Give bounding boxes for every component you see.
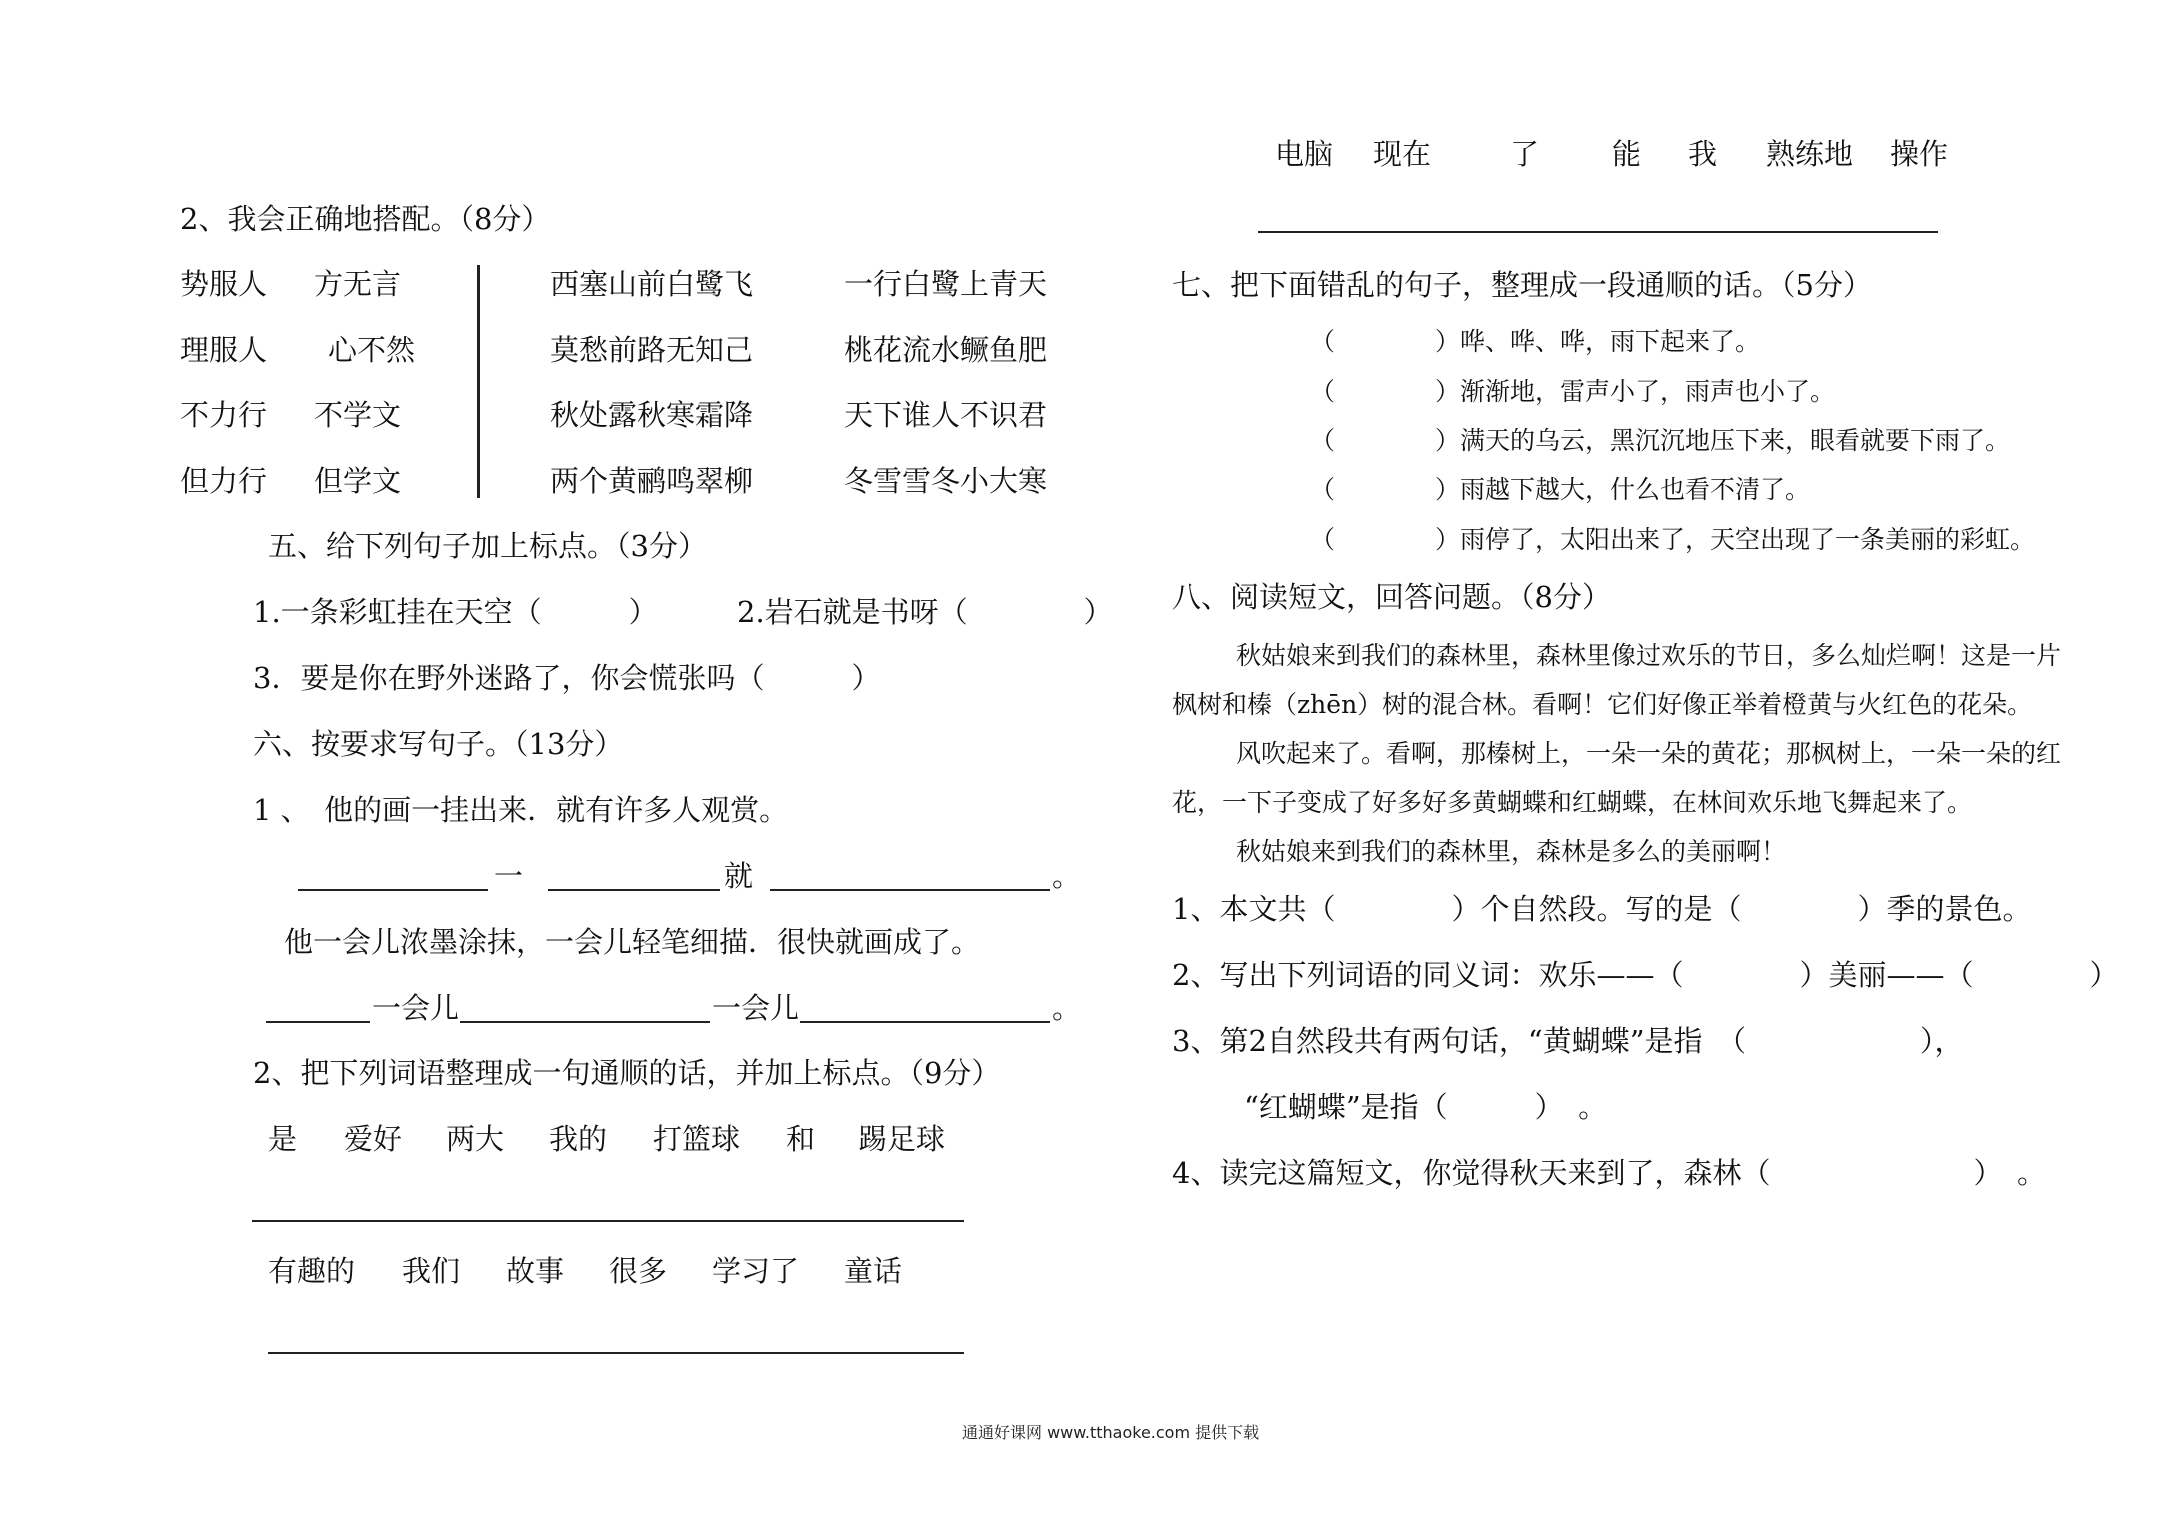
passage-line: 花，一下子变成了好多好多黄蝴蝶和红蝴蝶，在林间欢乐地飞舞起来了。 <box>1172 788 1973 817</box>
passage-line: 风吹起来了。看啊，那榛树上，一朵一朵的黄花；那枫树上，一朵一朵的红 <box>1236 739 2062 768</box>
word-chip: 我 <box>1688 137 1718 171</box>
answer-line <box>268 1352 964 1354</box>
question-item: 他一会儿浓墨涂抹，一会儿轻笔细描．很快就画成了。 <box>284 925 981 959</box>
answer-line <box>1258 231 1938 233</box>
connector-word: 就 <box>724 859 754 893</box>
section-title: 2、把下列词语整理成一句通顺的话，并加上标点。（9分） <box>253 1056 1001 1090</box>
word-chip: 操作 <box>1890 137 1949 171</box>
answer-line <box>460 1021 710 1023</box>
passage-line: 枫树和榛（zhēn）树的混合林。看啊！它们好像正举着橙黄与火红色的花朵。 <box>1172 690 2033 719</box>
match-item: 一行白鹭上青天 <box>844 267 1048 301</box>
question-item: 2.岩石就是书呀（ ） <box>737 595 1113 629</box>
answer-line <box>800 1021 1050 1023</box>
word-chip: 是 <box>268 1122 298 1156</box>
passage-line: 秋姑娘来到我们的森林里，森林里像过欢乐的节日，多么灿烂啊！这是一片 <box>1236 641 2062 670</box>
match-item: 心不然 <box>328 333 416 367</box>
question-item: 2、写出下列词语的同义词：欢乐——（ ）美丽——（ ） <box>1172 958 2119 992</box>
word-chip: 打篮球 <box>653 1122 741 1156</box>
answer-line <box>298 889 488 891</box>
word-chip: 我们 <box>402 1254 461 1288</box>
answer-line <box>266 1021 370 1023</box>
question-item: （ ）哗、哗、哗，雨下起来了。 <box>1310 327 1761 356</box>
connector-word: 一 <box>494 859 524 893</box>
match-item: 势服人 <box>180 267 268 301</box>
match-item: 天下谁人不识君 <box>844 398 1048 432</box>
section-title: 五、给下列句子加上标点。（3分） <box>268 529 707 563</box>
question-item: 1、本文共（ ）个自然段。写的是（ ）季的景色。 <box>1172 892 2032 926</box>
match-item: 西塞山前白鹭飞 <box>550 267 754 301</box>
question-item: 3、第2自然段共有两句话，“黄蝴蝶”是指 （ ）， <box>1172 1024 1964 1058</box>
match-item: 但力行 <box>180 464 268 498</box>
match-item: 但学文 <box>314 464 402 498</box>
punctuation: 。 <box>1052 991 1082 1025</box>
match-item: 两个黄鹂鸣翠柳 <box>550 464 754 498</box>
question-item: 4、读完这篇短文，你觉得秋天来到了，森林（ ） 。 <box>1172 1156 2046 1190</box>
word-chip: 电脑 <box>1275 137 1334 171</box>
answer-line <box>252 1220 964 1222</box>
section-title: 六、按要求写句子。（13分） <box>253 727 624 761</box>
match-item: 理服人 <box>180 333 268 367</box>
word-chip: 和 <box>786 1122 816 1156</box>
connector-word: 一会儿 <box>712 991 800 1025</box>
question-item: 1 、 他的画一挂出来．就有许多人观赏。 <box>253 793 789 827</box>
word-chip: 我的 <box>549 1122 608 1156</box>
passage-line: 秋姑娘来到我们的森林里，森林是多么的美丽啊！ <box>1236 837 1787 866</box>
footer-credit: 通通好课网 www.tthaoke.com 提供下载 <box>962 1423 1260 1442</box>
question-item: （ ）雨停了，太阳出来了，天空出现了一条美丽的彩虹。 <box>1310 525 2036 554</box>
punctuation: 。 <box>1052 859 1082 893</box>
question-item: “红蝴蝶”是指（ ） 。 <box>1244 1090 1608 1124</box>
word-chip: 现在 <box>1373 137 1432 171</box>
word-chip: 了 <box>1510 137 1540 171</box>
word-chip: 踢足球 <box>858 1122 946 1156</box>
question-item: （ ）雨越下越大，什么也看不清了。 <box>1310 475 1811 504</box>
word-chip: 学习了 <box>712 1254 800 1288</box>
match-item: 方无言 <box>314 267 402 301</box>
word-chip: 有趣的 <box>268 1254 356 1288</box>
question-item: 1.一条彩虹挂在天空（ ） <box>253 595 658 629</box>
section-title: 八、阅读短文，回答问题。（8分） <box>1172 580 1611 614</box>
match-item: 冬雪雪冬小大寒 <box>844 464 1048 498</box>
word-chip: 故事 <box>506 1254 565 1288</box>
section-title: 七、把下面错乱的句子，整理成一段通顺的话。（5分） <box>1172 268 1872 302</box>
match-item: 莫愁前路无知己 <box>550 333 754 367</box>
word-chip: 两大 <box>446 1122 505 1156</box>
answer-line <box>770 889 1050 891</box>
word-chip: 爱好 <box>344 1122 403 1156</box>
word-chip: 熟练地 <box>1766 137 1854 171</box>
word-chip: 能 <box>1612 137 1642 171</box>
connector-word: 一会儿 <box>372 991 460 1025</box>
match-item: 不力行 <box>180 398 268 432</box>
divider <box>477 265 480 498</box>
word-chip: 童话 <box>844 1254 903 1288</box>
question-item: （ ）渐渐地，雷声小了，雨声也小了。 <box>1310 377 1836 406</box>
answer-line <box>548 889 720 891</box>
match-item: 不学文 <box>314 398 402 432</box>
word-chip: 很多 <box>609 1254 668 1288</box>
section-title: 2、我会正确地搭配。（8分） <box>180 202 551 236</box>
question-item: 3．要是你在野外迷路了，你会慌张吗（ ） <box>253 661 881 695</box>
match-item: 桃花流水鳜鱼肥 <box>844 333 1048 367</box>
question-item: （ ）满天的乌云，黑沉沉地压下来，眼看就要下雨了。 <box>1310 426 2011 455</box>
match-item: 秋处露秋寒霜降 <box>550 398 754 432</box>
